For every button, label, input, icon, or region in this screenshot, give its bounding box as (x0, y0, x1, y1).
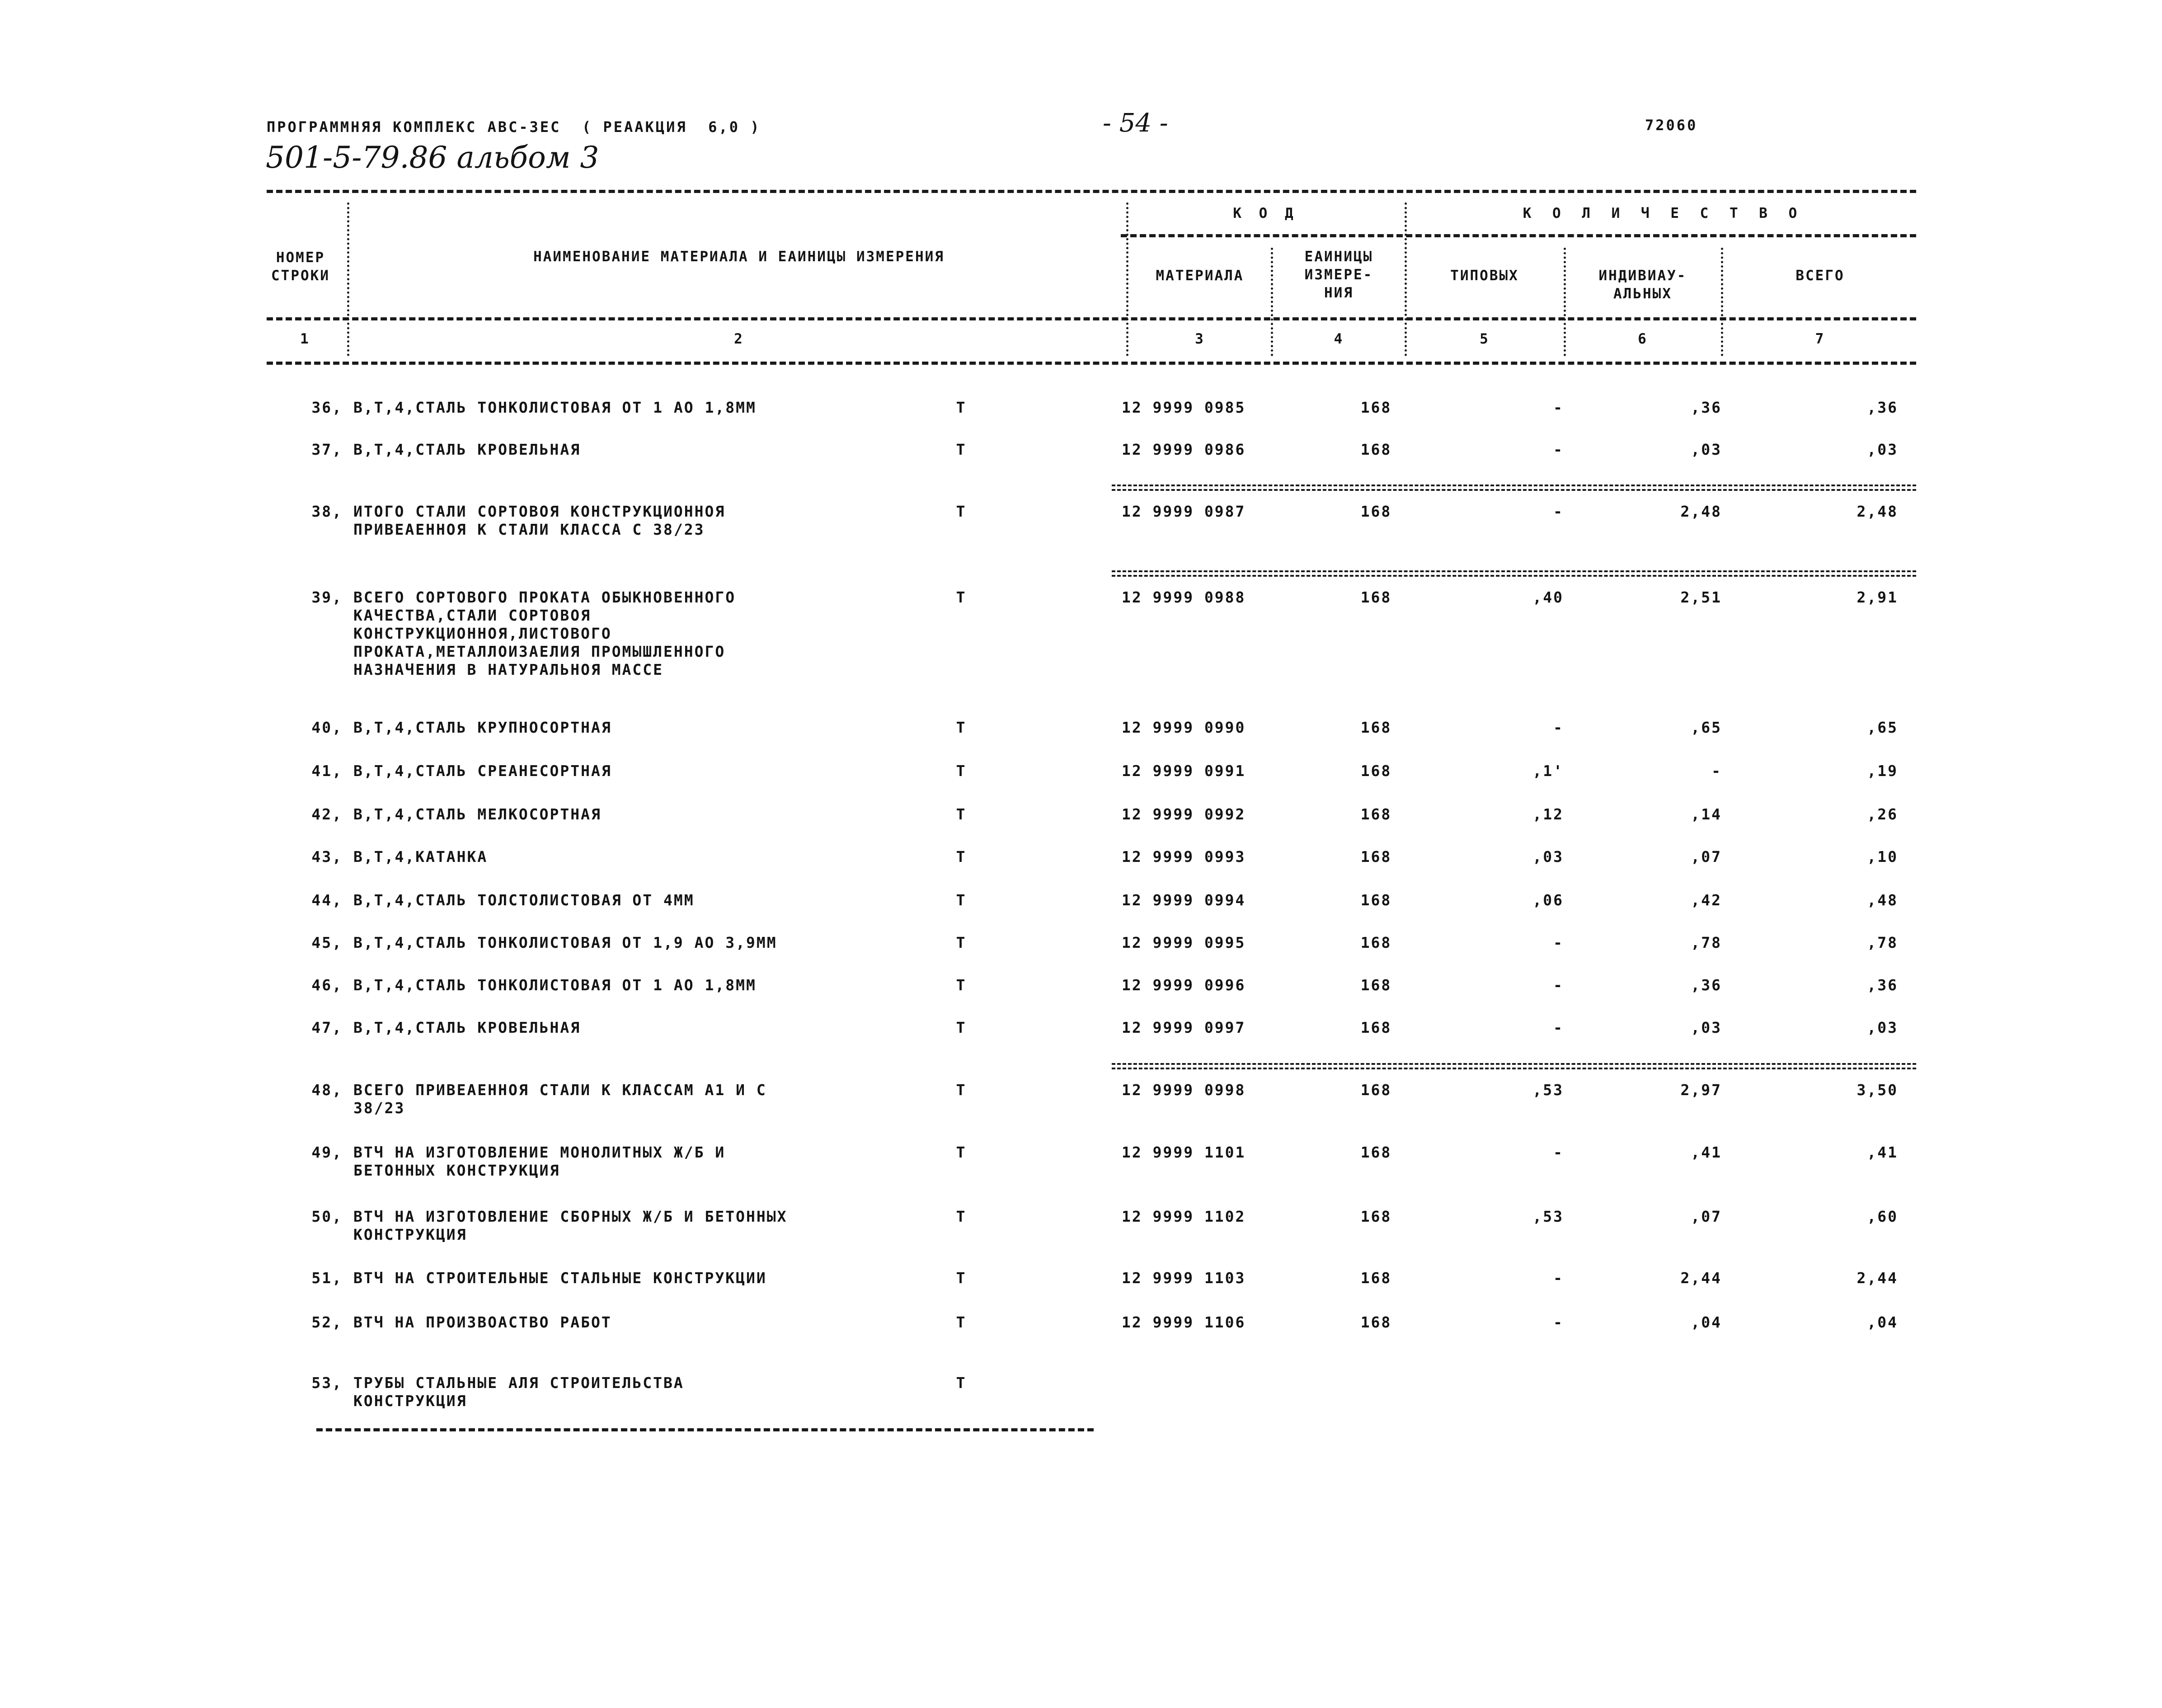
unit-of-measure: Т (956, 719, 967, 736)
quantity-typical: ,53 (1532, 1208, 1564, 1225)
header-unit-line2: ИЗМЕРЕ- (1304, 267, 1373, 283)
material-name: ВТЧ НА ПРОИЗВОАСТВО РАБОТ (353, 1313, 612, 1331)
material-code: 12 9999 0992 (1122, 805, 1246, 823)
material-name: ИТОГО СТАЛИ СОРТОВОЯ КОНСТРУКЦИОННОЯ ПРИВЕАЕННОЯ К СТАЛИ КЛАССА С 38/23 (353, 503, 726, 538)
quantity-individual: ,65 (1691, 719, 1722, 736)
material-name: ВТЧ НА СТРОИТЕЛЬНЫЕ СТАЛЬНЫЕ КОНСТРУКЦИИ (353, 1269, 767, 1287)
quantity-total: ,78 (1867, 934, 1898, 951)
unit-of-measure: Т (956, 848, 967, 866)
quantity-individual: ,04 (1691, 1313, 1722, 1331)
row-number: 45, (311, 934, 343, 951)
row-number: 39, (311, 588, 343, 606)
quantity-individual: ,14 (1691, 805, 1722, 823)
unit-of-measure: Т (956, 1374, 967, 1392)
header-unit (1274, 248, 1403, 302)
material-code: 12 9999 0997 (1122, 1019, 1246, 1036)
material-code: 12 9999 1106 (1122, 1313, 1246, 1331)
unit-of-measure: Т (956, 1208, 967, 1225)
unit-of-measure: Т (956, 1019, 967, 1036)
quantity-typical: - (1553, 441, 1564, 458)
header-individual-line2: АЛЬНЫХ (1613, 286, 1672, 302)
measure-code: 168 (1360, 441, 1392, 458)
measure-code: 168 (1360, 934, 1392, 951)
program-header: ПРОГРАММНЯЯ КОМПЛЕКС АВС-ЗЕС ( РЕААКЦИЯ 6,0 ) (267, 118, 761, 136)
unit-of-measure: Т (956, 1143, 967, 1161)
measure-code: 168 (1360, 976, 1392, 994)
material-name: В,Т,4,СТАЛЬ КРОВЕЛЬНАЯ (353, 441, 581, 458)
quantity-typical: - (1553, 1269, 1564, 1287)
row-number: 47, (311, 1019, 343, 1036)
header-row-number-line1: НОМЕР (276, 249, 325, 266)
summary-rule-row-38 (1112, 485, 1916, 491)
measure-code: 168 (1360, 1313, 1392, 1331)
material-name: ВСЕГО ПРИВЕАЕННОЯ СТАЛИ К КЛАССАМ А1 И С 38/23 (353, 1081, 767, 1117)
table-top-rule (267, 190, 1916, 193)
quantity-typical: ,03 (1532, 848, 1564, 866)
row-number: 49, (311, 1143, 343, 1161)
material-code: 12 9999 1101 (1122, 1143, 1246, 1161)
header-individual-line1: ИНДИВИАУ- (1598, 268, 1687, 284)
quantity-total: ,65 (1867, 719, 1898, 736)
quantity-individual: ,36 (1691, 976, 1722, 994)
material-code: 12 9999 0993 (1122, 848, 1246, 866)
quantity-individual: 2,97 (1680, 1081, 1722, 1099)
summary-rule-row-48 (1112, 1063, 1916, 1069)
measure-code: 168 (1360, 1143, 1392, 1161)
material-name: В,Т,4,КАТАНКА (353, 848, 488, 866)
separator-num-name (347, 202, 349, 356)
material-code: 12 9999 1102 (1122, 1208, 1246, 1225)
quantity-typical: ,06 (1532, 891, 1564, 909)
quantity-total: ,48 (1867, 891, 1898, 909)
quantity-total: ,36 (1867, 976, 1898, 994)
unit-of-measure: Т (956, 976, 967, 994)
row-number: 40, (311, 719, 343, 736)
material-code: 12 9999 0994 (1122, 891, 1246, 909)
quantity-total: 2,91 (1856, 588, 1898, 606)
unit-of-measure: Т (956, 934, 967, 951)
header-unit-line1: ЕАИНИЦЫ (1304, 249, 1373, 265)
header-name: НАИМЕНОВАНИЕ МАТЕРИАЛА И ЕАИНИЦЫ ИЗМЕРЕНИЯ (533, 249, 945, 265)
quantity-total: ,04 (1867, 1313, 1898, 1331)
separator-name-code (1126, 202, 1128, 356)
quantity-total: ,03 (1867, 1019, 1898, 1036)
row-number: 43, (311, 848, 343, 866)
summary-rule-row-39 (1112, 570, 1916, 577)
measure-code: 168 (1360, 891, 1392, 909)
header-total: ВСЕГО (1795, 268, 1845, 284)
row-number: 44, (311, 891, 343, 909)
measure-code: 168 (1360, 719, 1392, 736)
row-number: 50, (311, 1208, 343, 1225)
quantity-individual: ,03 (1691, 441, 1722, 458)
column-number-6: 6 (1638, 331, 1648, 347)
quantity-individual: ,41 (1691, 1143, 1722, 1161)
table-bottom-rule (316, 1428, 1094, 1431)
quantity-typical: - (1553, 1143, 1564, 1161)
material-code: 12 9999 0986 (1122, 441, 1246, 458)
row-number: 36, (311, 399, 343, 416)
material-name: В,Т,4,СТАЛЬ ТОЛСТОЛИСТОВАЯ ОТ 4ММ (353, 891, 695, 909)
measure-code: 168 (1360, 503, 1392, 520)
quantity-typical: ,1' (1532, 762, 1564, 780)
page-number: - 54 - (1103, 108, 1168, 138)
material-name: В,Т,4,СТАЛЬ КРУПНОСОРТНАЯ (353, 719, 612, 736)
measure-code: 168 (1360, 1081, 1392, 1099)
header-bottom-rule (267, 317, 1916, 320)
material-name: ВСЕГО СОРТОВОГО ПРОКАТА ОБЫКНОВЕННОГО КАЧЕСТВА,СТАЛИ СОРТОВОЯ КОНСТРУКЦИОННОЯ,ЛИСТОВОГО ПРОКАТА,МЕТАЛЛОИЗАЕЛИЯ ПРОМЫШЛЕННОГО НАЗНАЧЕНИЯ В НАТУРАЛЬНОЯ МАССЕ (353, 588, 736, 678)
quantity-typical: - (1553, 503, 1564, 520)
material-name: В,Т,4,СТАЛЬ ТОНКОЛИСТОВАЯ ОТ 1 АО 1,8ММ (353, 399, 757, 416)
row-number: 42, (311, 805, 343, 823)
material-code: 12 9999 1103 (1122, 1269, 1246, 1287)
column-number-7: 7 (1815, 331, 1825, 347)
code-group-rule (1121, 234, 1916, 237)
unit-of-measure: Т (956, 762, 967, 780)
measure-code: 168 (1360, 588, 1392, 606)
separator-indiv-total (1721, 248, 1723, 356)
quantity-individual: ,42 (1691, 891, 1722, 909)
material-code: 12 9999 0991 (1122, 762, 1246, 780)
quantity-typical: - (1553, 399, 1564, 416)
measure-code: 168 (1360, 1019, 1392, 1036)
unit-of-measure: Т (956, 441, 967, 458)
column-number-1: 1 (300, 331, 310, 347)
row-number: 51, (311, 1269, 343, 1287)
measure-code: 168 (1360, 848, 1392, 866)
row-number: 48, (311, 1081, 343, 1099)
quantity-total: 2,44 (1856, 1269, 1898, 1287)
material-name: В,Т,4,СТАЛЬ ТОНКОЛИСТОВАЯ ОТ 1 АО 1,8ММ (353, 976, 757, 994)
material-code: 12 9999 0996 (1122, 976, 1246, 994)
material-code: 12 9999 0995 (1122, 934, 1246, 951)
quantity-individual: ,03 (1691, 1019, 1722, 1036)
material-code: 12 9999 0987 (1122, 503, 1246, 520)
quantity-individual: 2,48 (1680, 503, 1722, 520)
header-typical: ТИПОВЫХ (1450, 268, 1519, 284)
quantity-total: ,03 (1867, 441, 1898, 458)
row-number: 52, (311, 1313, 343, 1331)
material-code: 12 9999 0998 (1122, 1081, 1246, 1099)
quantity-total: 2,48 (1856, 503, 1898, 520)
separator-material-unit (1271, 248, 1273, 356)
column-numbers-rule (267, 362, 1916, 365)
column-number-2: 2 (734, 331, 744, 347)
material-name: В,Т,4,СТАЛЬ КРОВЕЛЬНАЯ (353, 1019, 581, 1036)
material-name: В,Т,4,СТАЛЬ ТОНКОЛИСТОВАЯ ОТ 1,9 АО 3,9ММ (353, 934, 777, 951)
material-code: 12 9999 0985 (1122, 399, 1246, 416)
quantity-typical: ,40 (1532, 588, 1564, 606)
quantity-typical: ,53 (1532, 1081, 1564, 1099)
row-number: 41, (311, 762, 343, 780)
measure-code: 168 (1360, 399, 1392, 416)
quantity-total: ,36 (1867, 399, 1898, 416)
quantity-total: ,41 (1867, 1143, 1898, 1161)
material-name: ТРУБЫ СТАЛЬНЫЕ АЛЯ СТРОИТЕЛЬСТВА КОНСТРУКЦИЯ (353, 1374, 684, 1410)
column-number-3: 3 (1195, 331, 1205, 347)
header-quantity-group: К О Л И Ч Е С Т В О (1523, 205, 1804, 221)
header-individual (1566, 267, 1720, 303)
material-name: В,Т,4,СТАЛЬ СРЕАНЕСОРТНАЯ (353, 762, 612, 780)
quantity-total: 3,50 (1856, 1081, 1898, 1099)
unit-of-measure: Т (956, 588, 967, 606)
material-code: 12 9999 0988 (1122, 588, 1246, 606)
measure-code: 168 (1360, 1269, 1392, 1287)
row-number: 38, (311, 503, 343, 520)
row-number: 46, (311, 976, 343, 994)
measure-code: 168 (1360, 762, 1392, 780)
header-row-number-line2: СТРОКИ (271, 268, 330, 284)
quantity-typical: - (1553, 1313, 1564, 1331)
material-name: ВТЧ НА ИЗГОТОВЛЕНИЕ СБОРНЫХ Ж/Б И БЕТОННЫХ КОНСТРУКЦИЯ (353, 1208, 788, 1243)
header-material: МАТЕРИАЛА (1156, 268, 1244, 284)
quantity-typical: ,12 (1532, 805, 1564, 823)
separator-code-qty (1405, 202, 1407, 356)
quantity-individual: ,78 (1691, 934, 1722, 951)
unit-of-measure: Т (956, 1269, 967, 1287)
unit-of-measure: Т (956, 1313, 967, 1331)
quantity-individual: - (1711, 762, 1722, 780)
unit-of-measure: Т (956, 503, 967, 520)
header-code-group: К О Д (1233, 205, 1298, 221)
unit-of-measure: Т (956, 805, 967, 823)
quantity-individual: ,07 (1691, 848, 1722, 866)
quantity-typical: - (1553, 934, 1564, 951)
material-name: В,Т,4,СТАЛЬ МЕЛКОСОРТНАЯ (353, 805, 602, 823)
unit-of-measure: Т (956, 891, 967, 909)
quantity-total: ,19 (1867, 762, 1898, 780)
quantity-typical: - (1553, 976, 1564, 994)
quantity-total: ,60 (1867, 1208, 1898, 1225)
material-name: ВТЧ НА ИЗГОТОВЛЕНИЕ МОНОЛИТНЫХ Ж/Б И БЕТОННЫХ КОНСТРУКЦИЯ (353, 1143, 726, 1179)
quantity-individual: 2,51 (1680, 588, 1722, 606)
measure-code: 168 (1360, 1208, 1392, 1225)
column-number-4: 4 (1334, 331, 1344, 347)
measure-code: 168 (1360, 805, 1392, 823)
material-code: 12 9999 0990 (1122, 719, 1246, 736)
quantity-individual: 2,44 (1680, 1269, 1722, 1287)
row-number: 37, (311, 441, 343, 458)
album-label: 501-5-79.86 альбом 3 (266, 140, 599, 175)
unit-of-measure: Т (956, 399, 967, 416)
quantity-total: ,10 (1867, 848, 1898, 866)
document-id: 72060 (1645, 117, 1698, 134)
header-row-number (267, 249, 334, 285)
row-number: 53, (311, 1374, 343, 1392)
quantity-total: ,26 (1867, 805, 1898, 823)
unit-of-measure: Т (956, 1081, 967, 1099)
header-unit-line3: НИЯ (1324, 285, 1354, 301)
column-number-5: 5 (1480, 331, 1490, 347)
quantity-individual: ,07 (1691, 1208, 1722, 1225)
quantity-individual: ,36 (1691, 399, 1722, 416)
quantity-typical: - (1553, 1019, 1564, 1036)
quantity-typical: - (1553, 719, 1564, 736)
